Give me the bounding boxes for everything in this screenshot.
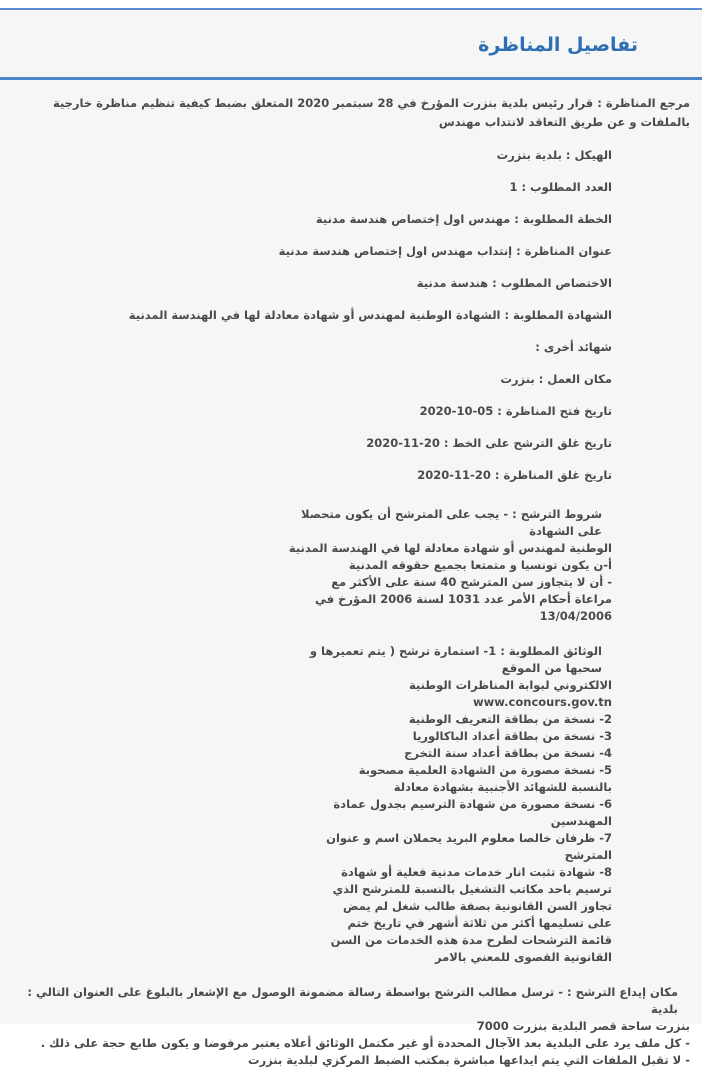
submission-line: مكان إيداع الترشح : - ترسل مطالب الترشح بواسطة رسالة مضمونة الوصول مع الإشعار بالبلوغ على العنوان التالي : بلدية [27, 985, 678, 1016]
submission-line: بنزرت ساحة قصر البلدية بنزرت 7000 [476, 1019, 690, 1033]
field-position: الخطة المطلوبة : مهندس اول إختصاص هندسة مدنية [315, 212, 612, 226]
submission-block [12, 984, 690, 1069]
conditions-line: أ-ن يكون تونسيا و متمتعا بجميع حقوقه المدنية [348, 558, 612, 572]
documents-line: 3- نسخة من بطاقة أعداد الباكالوريا [412, 729, 612, 743]
documents-block [282, 643, 612, 966]
documents-line: قائمة الترشحات لطرح مدة هذه الخدمات من السن [330, 933, 612, 947]
conditions-line: مراعاة أحكام الأمر عدد 1031 لسنة 2006 المؤرخ في [314, 592, 612, 606]
field-count: العدد المطلوب : 1 [509, 180, 612, 194]
documents-line: 6- نسخة مصورة من شهادة الترسيم بجدول عمادة [333, 797, 612, 811]
documents-line: 8- شهادة تثبت انار خدمات مدنية فعلية أو شهادة [341, 865, 612, 879]
field-structure: الهيكل : بلدية بنزرت [496, 148, 612, 162]
documents-line: 2- نسخة من بطاقة التعريف الوطنية [408, 712, 612, 726]
documents-line: القانونية القصوى للمعني بالامر [434, 950, 612, 964]
field-work-location: مكان العمل : بنزرت [500, 372, 612, 386]
details-panel [0, 10, 702, 1067]
conditions-block [282, 506, 612, 625]
documents-line: ترسيم باحد مكاتب التشغيل بالنسبة للمترشح الذي [332, 882, 612, 896]
page-title: تفاصيل المناظرة [478, 34, 638, 56]
details-content [0, 80, 702, 1069]
documents-line: 4- نسخة من بطاقة أعداد سنة التخرج [404, 746, 612, 760]
conditions-line: - أن لا يتجاوز سن المترشح 40 سنة على الأكثر مع [331, 575, 612, 589]
documents-line: بالنسبة للشهائد الأجنبية بشهادة معادلة [393, 780, 612, 794]
details-fields [0, 146, 702, 498]
conditions-line: الوطنية لمهندس أو شهادة معادلة لها في الهندسة المدنية [288, 541, 612, 555]
portal-url: www.concours.gov.tn [473, 695, 612, 709]
submission-line: - كل ملف يرد على البلدية بعد الآجال المحددة أو غير مكتمل الوثائق أعلاه يعتبر مرفوضا و يكون طابع حجة على ذلك . [40, 1036, 690, 1050]
field-specialty: الاختصاص المطلوب : هندسة مدنية [416, 276, 612, 290]
field-closing-date: تاريخ غلق المناظرة : 20-11-2020 [417, 468, 612, 482]
title-divider [0, 77, 702, 80]
documents-line: 5- نسخة مصورة من الشهادة العلمية مصحوبة [358, 763, 612, 777]
contest-reference: مرجع المناظرة : قرار رئيس بلدية بنزرت المؤرخ في 28 سبتمبر 2020 المتعلق بضبط كيفية تنظيم مناظرة خارجية بالملفات و عن طريق التعاقد لانتداب مهندس [52, 96, 690, 129]
conditions-line: شروط الترشح : - يجب على المترشح أن يكون متحصلا على الشهادة [301, 507, 602, 538]
documents-line: تجاوز السن القانونية بصفة طالب شغل لم يمض [342, 899, 612, 913]
documents-line: الوثائق المطلوبة : 1- استمارة ترشح ( يتم تعميرها و سحبها من الموقع [309, 644, 602, 675]
documents-line: المهندسين [550, 814, 612, 828]
conditions-line: 13/04/2006 [539, 609, 612, 623]
field-online-closing-date: تاريخ غلق الترشح على الخط : 20-11-2020 [366, 436, 612, 450]
field-opening-date: تاريخ فتح المناظرة : 05-10-2020 [419, 404, 612, 418]
documents-line: المترشح [564, 848, 612, 862]
field-other-diplomas: شهائد أخرى : [535, 340, 612, 354]
documents-line: على تسليمها أكثر من ثلاثة أشهر في تاريخ ختم [347, 916, 612, 930]
field-contest-title: عنوان المناظرة : إنتداب مهندس اول إختصاص هندسة مدنية [278, 244, 612, 258]
submission-line: - لا تقبل الملفات التي يتم ايداعها مباشرة بمكتب الضبط المركزي لبلدية بنزرت [247, 1053, 690, 1067]
documents-line: الالكتروني لبوابة المناظرات الوطنية [408, 678, 612, 692]
details-header [0, 10, 702, 80]
field-diploma: الشهادة المطلوبة : الشهادة الوطنية لمهندس أو شهادة معادلة لها في الهندسة المدنية [128, 308, 612, 322]
documents-line: 7- ظرفان خالصا معلوم البريد يحملان اسم و عنوان [326, 831, 612, 845]
